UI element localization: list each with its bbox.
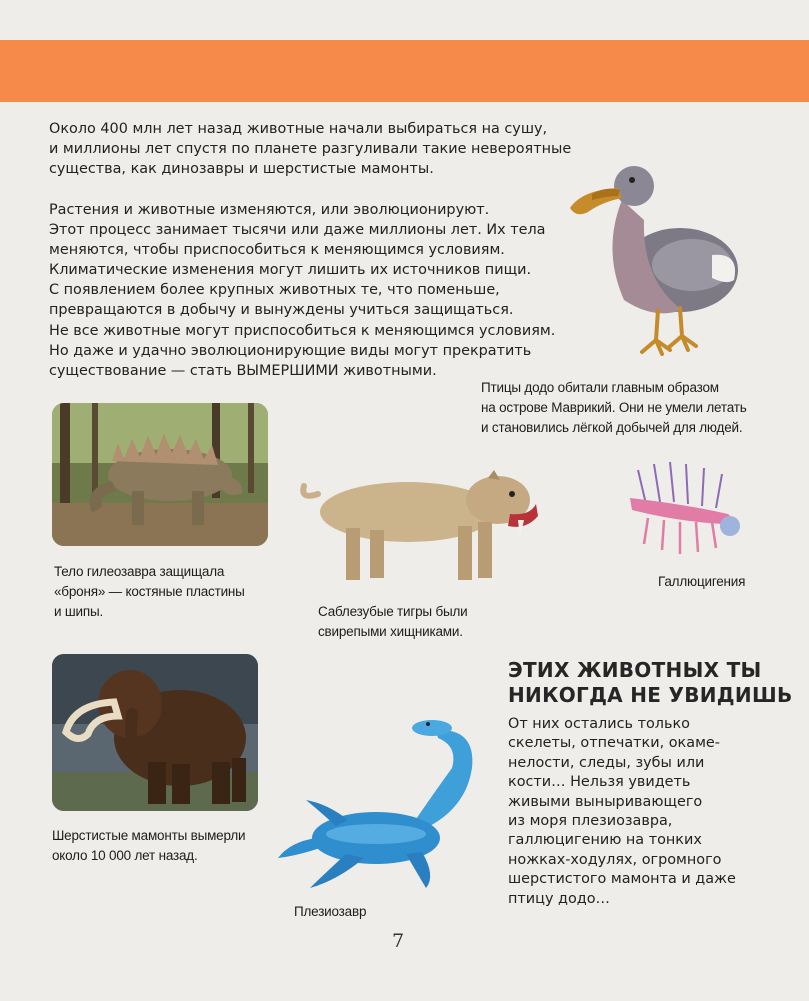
hallucigenia-caption: Галлюцигения: [658, 574, 746, 589]
caption-line: Шерстистые мамонты вымерли: [52, 828, 246, 843]
dodo-illustration: [562, 160, 742, 365]
page-number: 7: [392, 930, 405, 952]
dodo-caption: [481, 378, 801, 438]
section-line: шерстистого мамонта и даже: [508, 871, 736, 888]
evolution-line-end: животными.: [338, 362, 437, 379]
evolution-line: Но даже и удачно эволюционирующие виды могут прекратить: [49, 342, 532, 359]
section-line: галлюцигению на тонких: [508, 832, 702, 849]
intro-line: и миллионы лет спустя по планете разгуливали такие невероятные: [49, 141, 572, 157]
caption-line: Птицы додо обитали главным образом: [481, 380, 719, 395]
section-heading: [508, 658, 798, 708]
heading-line: ЭТИХ ЖИВОТНЫХ ТЫ: [508, 658, 762, 682]
evolution-line: Не все животные могут приспособиться к меняющимся условиям.: [49, 322, 556, 339]
heading-line: НИКОГДА НЕ УВИДИШЬ: [508, 683, 793, 707]
caption-line: Саблезубые тигры были: [318, 604, 468, 619]
section-line: кости… Нельзя увидеть: [508, 774, 691, 791]
caption-line: и становились лёгкой добычей для людей.: [481, 420, 743, 435]
evolution-line: превращаются в добычу и вынуждены учиться защищаться.: [49, 302, 514, 319]
section-line: живыми выныривающего: [508, 793, 703, 810]
caption-line: на острове Маврикий. Они не умели летать: [481, 400, 747, 415]
evolution-line-start: существование — стать: [49, 362, 237, 379]
plesiosaur-illustration: [276, 708, 490, 892]
section-line: птицу додо…: [508, 890, 610, 907]
caption-line: и шипы.: [54, 604, 104, 619]
caption-line: «броня» — костяные пластины: [54, 584, 245, 599]
hylaeosaurus-caption: [54, 562, 274, 622]
section-line: нелости, следы, зубы или: [508, 754, 705, 771]
caption-line: свирепыми хищниками.: [318, 624, 463, 639]
evolution-line: Этот процесс занимает тысячи или даже миллионы лет. Их тела: [49, 222, 546, 239]
intro-line: Около 400 млн лет назад животные начали выбираться на сушу,: [49, 121, 548, 137]
hallucigenia-illustration: [624, 458, 748, 562]
section-paragraph: [508, 715, 778, 909]
hylaeosaurus-photo: [52, 403, 268, 546]
extinct-emphasis: ВЫМЕРШИМИ: [236, 362, 339, 379]
evolution-line: Растения и животные изменяются, или эволюционируют.: [49, 202, 490, 218]
evolution-line: меняются, чтобы приспособиться к меняющимся условиям.: [49, 242, 505, 259]
section-line: От них остались только: [508, 716, 690, 732]
evolution-line: Климатические изменения могут лишить их источников пищи.: [49, 262, 532, 279]
intro-paragraph: [49, 119, 589, 179]
section-line: скелеты, отпечатки, окаме-: [508, 735, 720, 752]
evolution-line: С появлением более крупных животных те, что поменьше,: [49, 282, 500, 299]
top-banner: [0, 40, 809, 102]
plesiosaur-caption: Плезиозавр: [294, 904, 367, 919]
sabertooth-caption: [318, 602, 518, 642]
intro-line: существа, как динозавры и шерстистые мамонты.: [49, 161, 434, 177]
evolution-paragraph: [49, 200, 589, 381]
caption-line: около 10 000 лет назад.: [52, 848, 198, 863]
section-line: из моря плезиозавра,: [508, 813, 673, 830]
mammoth-caption: [52, 826, 272, 866]
section-line: ножках-ходулях, огромного: [508, 851, 722, 868]
mammoth-photo: [52, 654, 258, 811]
sabertooth-illustration: [298, 464, 552, 586]
caption-line: Тело гилеозавра защищала: [54, 564, 225, 579]
